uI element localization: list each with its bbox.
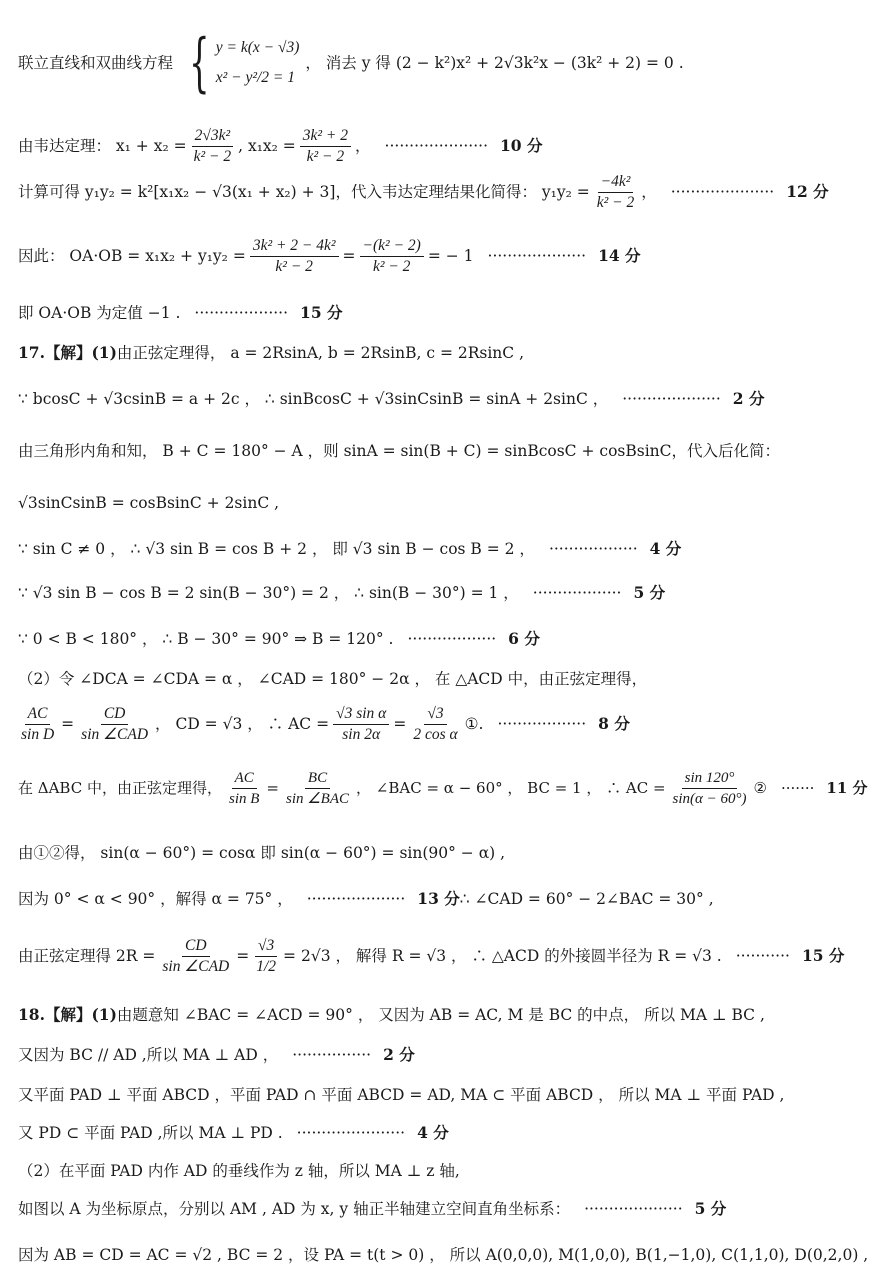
text: 由三角形内角和知， B + C = 180° − A ，则 sinA = sin(B + C) = sinBcosC + cosBsinC，代入后化简：: [18, 442, 780, 460]
line-14: [18, 702, 868, 746]
denominator: sin B: [228, 790, 260, 807]
section-header: 17.【解】(1): [18, 343, 117, 362]
score-label: 2 分: [383, 1045, 415, 1064]
dot-leader: ··················: [548, 540, 638, 558]
denominator: sin(α − 60°): [672, 790, 747, 807]
text: 如图以 A 为坐标原点，分别以 AM , AD 为 x, y 轴正半轴建立空间直角坐标系：: [18, 1200, 571, 1218]
denominator: sin ∠CAD: [81, 725, 149, 743]
numerator: AC: [232, 768, 257, 789]
fraction: [250, 236, 339, 277]
text: =: [342, 247, 356, 265]
fraction: [191, 126, 235, 167]
line-16: [18, 842, 868, 864]
dot-leader: ················: [292, 1046, 372, 1064]
text: , x₁x₂ =: [238, 137, 296, 155]
dot-leader: ···········: [735, 947, 790, 965]
fraction: [594, 172, 638, 213]
text: 由正弦定理得， a = 2RsinA, b = 2RsinB, c = 2RsinC ,: [116, 344, 525, 362]
dot-leader: ··················: [497, 715, 587, 733]
text: =: [61, 715, 75, 733]
fraction: [253, 936, 279, 977]
text: 计算可得 y₁y₂ = k²[x₁x₂ − √3(x₁ + x₂) + 3]，代入韦达定理结果化简得： y₁y₂ =: [18, 183, 590, 201]
score-label: 13 分: [417, 889, 460, 908]
line-1: [18, 28, 868, 98]
text: ②: [753, 779, 767, 797]
score-label: 6 分: [508, 629, 540, 648]
text: ， CD = √3 ， ∴ AC =: [155, 715, 330, 733]
text: 由题意知 ∠BAC = ∠ACD = 90° ， 又因为 AB = AC, M 是 BC 的中点， 所以 MA ⊥ BC ,: [116, 1006, 765, 1024]
score-label: 15 分: [300, 303, 343, 322]
line-18: [18, 924, 868, 988]
line-8: [18, 440, 868, 462]
score-label: 14 分: [598, 246, 641, 265]
text: 由韦达定理： x₁ + x₂ =: [18, 137, 187, 155]
text: = − 1: [427, 247, 474, 265]
line-24: [18, 1198, 868, 1220]
text: 在 ΔABC 中，由正弦定理得，: [18, 779, 222, 797]
dot-leader: ····················: [487, 247, 587, 265]
fraction: [670, 768, 750, 809]
denominator: 2 cos α: [413, 725, 458, 743]
denominator: k² − 2: [306, 147, 345, 165]
system-row-1: y = k(x − √3): [215, 39, 300, 56]
section-header: 18.【解】(1): [18, 1005, 117, 1024]
text: 又平面 PAD ⊥ 平面 ABCD ，平面 PAD ∩ 平面 ABCD = AD, MA ⊂ 平面 ABCD ， 所以 MA ⊥ 平面 PAD ,: [18, 1086, 785, 1104]
text: ∵ bcosC + √3csinB = a + 2c ， ∴ sinBcosC + √3sinCsinB = sinA + 2sinC ，: [18, 390, 609, 408]
line-6: [18, 342, 868, 364]
system-row-2: x² − y²/2 = 1: [215, 69, 296, 86]
denominator: k² − 2: [193, 147, 232, 165]
line-12: [18, 628, 868, 650]
text: 因此： OA·OB = x₁x₂ + y₁y₂ =: [18, 247, 246, 265]
line-22: [18, 1122, 868, 1144]
score-label: 8 分: [598, 714, 630, 733]
score-label: 12 分: [786, 182, 829, 201]
text: =: [236, 947, 250, 965]
dot-leader: ·····················: [384, 137, 489, 155]
line-21: [18, 1084, 868, 1106]
text: = 2√3 ， 解得 R = √3 ， ∴ △ACD 的外接圆半径为 R = √3 .: [283, 947, 722, 965]
dot-leader: ··················: [532, 584, 622, 602]
score-label: 4 分: [649, 539, 682, 558]
dot-leader: ····················: [584, 1200, 683, 1218]
system-rows: [216, 33, 300, 93]
score-label: 11 分: [826, 779, 868, 797]
text: 又因为 BC // AD ,所以 MA ⊥ AD ，: [18, 1046, 279, 1064]
text: ①.: [464, 715, 484, 733]
text: ∵ √3 sin B − cos B = 2 sin(B − 30°) = 2 ， ∴ sin(B − 30°) = 1 ，: [18, 584, 519, 602]
numerator: 3k² + 2: [300, 126, 351, 147]
dot-leader: ·····················: [670, 183, 775, 201]
fraction: [226, 768, 262, 809]
text: ∵ sin C ≠ 0 ， ∴ √3 sin B = cos B + 2 ， 即 √3 sin B − cos B = 2 ，: [18, 540, 535, 558]
line-15: [18, 766, 868, 810]
text: （2）令 ∠DCA = ∠CDA = α ， ∠CAD = 180° − 2α ， 在 △ACD 中，由正弦定理得，: [18, 670, 648, 688]
line-2: [18, 124, 868, 168]
line-23: [18, 1160, 868, 1182]
dot-leader: ····················: [306, 890, 406, 908]
text: 由①②得， sin(α − 60°) = cosα 即 sin(α − 60°) = sin(90° − α) ,: [18, 844, 506, 862]
text: ∴ ∠CAD = 60° − 2∠BAC = 30° ,: [459, 890, 714, 908]
numerator: √3: [255, 936, 277, 957]
denominator: sin 2α: [342, 725, 381, 743]
denominator: k² − 2: [596, 193, 635, 211]
line-7: [18, 388, 868, 410]
fraction: [410, 704, 460, 745]
text: 因为 0° < α < 90° ，解得 α = 75° ，: [18, 890, 293, 908]
score-label: 4 分: [417, 1123, 449, 1142]
denominator: k² − 2: [372, 257, 411, 275]
denominator: sin D: [21, 725, 55, 743]
score-label: 2 分: [732, 389, 765, 408]
text: ， ∠BAC = α − 60° ， BC = 1 ， ∴ AC =: [356, 779, 666, 797]
line-25: [18, 1244, 868, 1266]
fraction: [360, 236, 424, 277]
fraction: [283, 768, 352, 809]
numerator: √3 sin α: [333, 704, 389, 725]
numerator: CD: [101, 704, 129, 725]
line-17: [18, 888, 868, 910]
numerator: −(k² − 2): [360, 236, 424, 257]
text: ， 消去 y 得 (2 − k²)x² + 2√3k²x − (3k² + 2) = 0 .: [305, 54, 684, 72]
text: 因为 AB = CD = AC = √2 , BC = 2 ，设 PA = t(t > 0) ， 所以 A(0,0,0), M(1,0,0), B(1,−1,0), C(1,1,0), D(0,2,0) ,: [18, 1246, 869, 1264]
numerator: AC: [25, 704, 51, 725]
numerator: √3: [424, 704, 446, 725]
line-9: [18, 492, 868, 514]
fraction: [333, 704, 389, 745]
fraction: [18, 704, 57, 745]
text: √3sinCsinB = cosBsinC + 2sinC ,: [18, 494, 280, 512]
line-3: [18, 170, 868, 214]
numerator: 3k² + 2 − 4k²: [250, 236, 339, 257]
fraction: [78, 704, 151, 745]
line-13: [18, 668, 868, 690]
dot-leader: ·······: [781, 779, 815, 797]
numerator: BC: [305, 768, 330, 789]
dot-leader: ······················: [296, 1124, 406, 1142]
score-label: 5 分: [694, 1199, 727, 1218]
denominator: sin ∠BAC: [285, 790, 350, 807]
text: =: [266, 779, 279, 797]
fraction: [300, 126, 351, 167]
line-10: [18, 538, 868, 560]
numerator: −4k²: [598, 172, 634, 193]
denominator: sin ∠CAD: [162, 957, 230, 975]
fraction: [159, 936, 232, 977]
numerator: CD: [182, 936, 210, 957]
text: 由正弦定理得 2R =: [18, 947, 156, 965]
text: 联立直线和双曲线方程: [18, 54, 174, 72]
numerator: 2√3k²: [192, 126, 234, 147]
denominator: 1/2: [256, 957, 277, 975]
text: 又 PD ⊂ 平面 PAD ,所以 MA ⊥ PD .: [18, 1124, 283, 1142]
text: （2）在平面 PAD 内作 AD 的垂线作为 z 轴，所以 MA ⊥ z 轴,: [18, 1162, 460, 1180]
brace-glyph: {: [189, 26, 210, 100]
score-label: 5 分: [633, 583, 666, 602]
dot-leader: ····················: [622, 390, 721, 408]
numerator: sin 120°: [682, 768, 738, 789]
line-20: [18, 1044, 868, 1066]
text: ，: [355, 137, 371, 155]
line-11: [18, 582, 868, 604]
line-19: [18, 1004, 868, 1026]
score-label: 10 分: [500, 136, 543, 155]
text: ，: [641, 183, 657, 201]
text: 即 OA·OB 为定值 −1 .: [18, 304, 181, 322]
dot-leader: ··················: [407, 630, 497, 648]
text: ∵ 0 < B < 180° ， ∴ B − 30° = 90° ⇒ B = 120° .: [18, 630, 394, 648]
text: =: [393, 715, 407, 733]
equation-system: [179, 26, 300, 100]
score-label: 15 分: [801, 946, 845, 965]
line-5: [18, 302, 868, 324]
line-4: [18, 234, 868, 278]
dot-leader: ···················: [194, 304, 289, 322]
denominator: k² − 2: [275, 257, 313, 275]
